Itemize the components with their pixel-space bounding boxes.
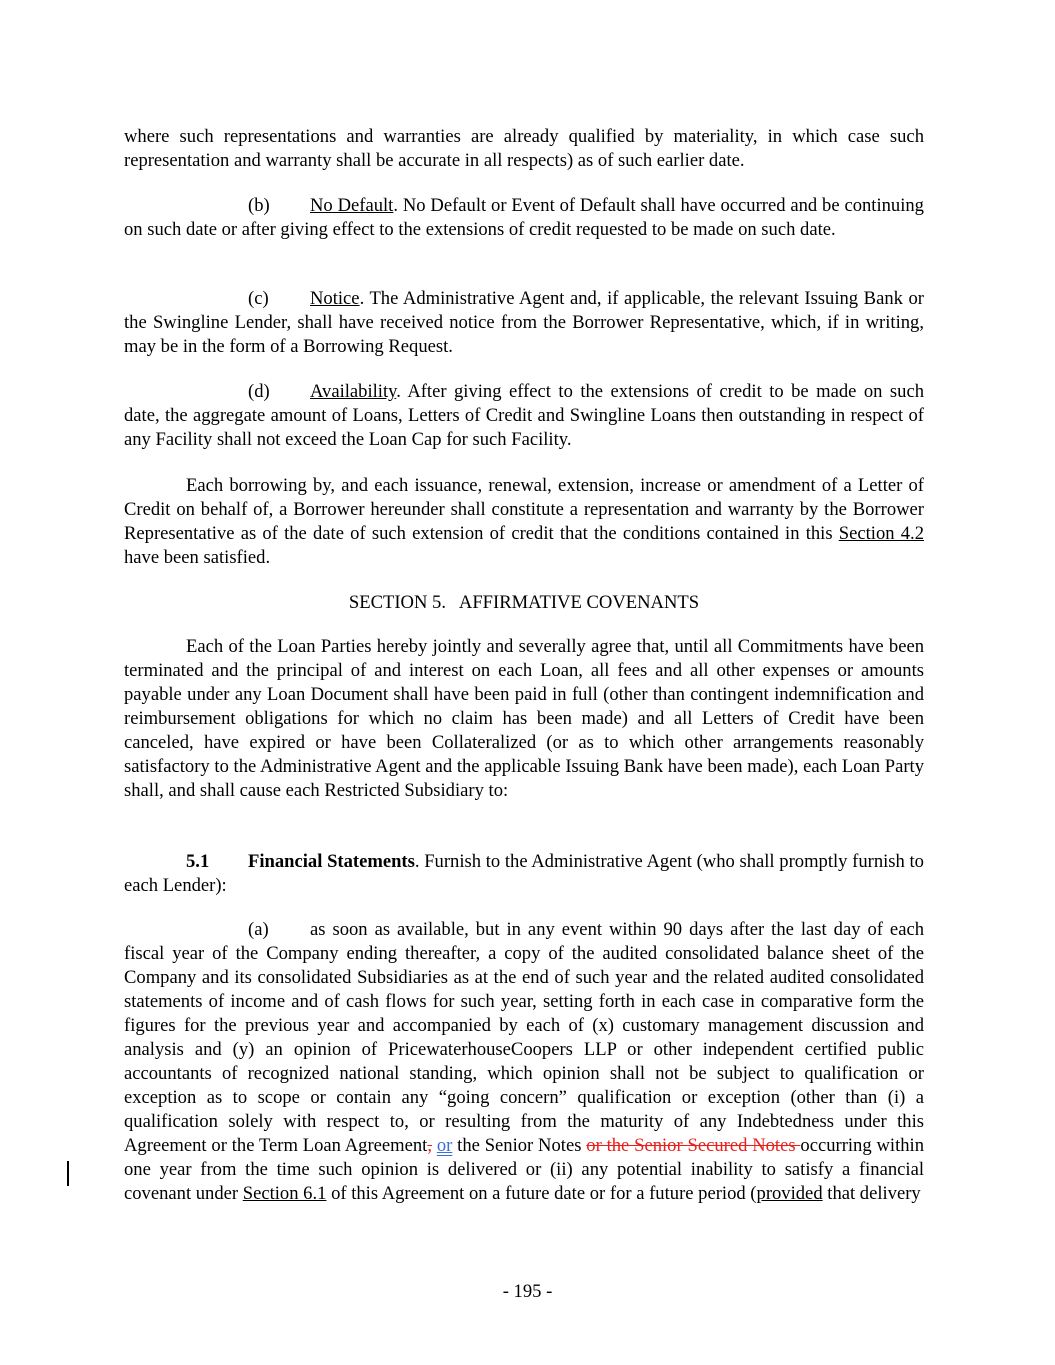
item-label: (b): [248, 195, 270, 216]
text: of this Agreement on a future date or for a future period (: [326, 1183, 757, 1204]
section-reference: Section 6.1: [242, 1183, 327, 1204]
text: as soon as available, but in any event within 90 days after the last day of each fiscal year of the Company ending thereafter, a copy of the audited consolidated balance sheet of the Company and its consolidated Subsidiaries as at the end of such year and the related audited consolidated statements of income and of cash flows for such year, setting forth in each case in comparative form the figures for the previous year and accompanied by each of (x) customary management discussion and analysis and (y) an opinion of PricewaterhouseCoopers LLP or other independent certified public accountants of recognized national standing, which opinion shall not be subject to qualification or exception as to scope or contain any “going concern” qualification or exception (other than (i) a qualification solely with respect to, or resulting from the maturity of any Indebtedness under this Agreement or the Term Loan Agreement: [124, 919, 924, 1156]
text: that delivery: [822, 1183, 921, 1204]
deleted-text: ,: [427, 1135, 432, 1156]
text: Each borrowing by, and each issuance, renewal, extension, increase or amendment of a Letter of Credit on behalf of, a Borrower hereunder shall constitute a representation and warranty by the Borrower Representative as of the date of such extension of credit that the conditions contained in this: [124, 475, 924, 544]
item-label: (a): [248, 919, 269, 940]
item-text: . After giving effect to the extensions of credit to be made on such date, the aggregate amount of Loans, Letters of Credit and Swingline Loans then outstanding in respect of any Facility shall not exceed the Loan Cap for such Facility.: [124, 381, 924, 450]
item-text: . The Administrative Agent and, if applicable, the relevant Issuing Bank or the Swingline Lender, shall have received notice from the Borrower Representative, which, if in writing, may be in the form of a Borrowing Request.: [124, 288, 924, 357]
section-title: Financial Statements: [248, 851, 415, 872]
section-heading: SECTION 5. AFFIRMATIVE COVENANTS: [348, 592, 700, 613]
paragraph-a: [124, 918, 924, 1206]
inserted-text: or: [436, 1135, 453, 1156]
item-text: . No Default or Event of Default shall have occurred and be continuing on such date or after giving effect to the extensions of credit requested to be made on such date.: [124, 195, 924, 240]
paragraph-5-1: [124, 850, 924, 898]
provided-term: provided: [756, 1183, 823, 1204]
paragraph-c: [124, 287, 924, 359]
item-heading: Notice: [310, 288, 360, 309]
paragraph-d: [124, 380, 924, 452]
text: have been satisfied.: [124, 547, 271, 568]
item-label: (c): [248, 288, 269, 309]
item-heading: No Default: [310, 195, 394, 216]
item-label: (d): [248, 381, 270, 402]
text: the Senior Notes: [452, 1135, 587, 1156]
page-number: - 195 -: [502, 1281, 553, 1302]
section-reference: Section 4.2: [838, 523, 924, 544]
item-heading: Availability: [310, 381, 397, 402]
revision-bar: [67, 1161, 69, 1186]
text: . Furnish to the Administrative Agent (who shall promptly furnish to each Lender):: [124, 851, 924, 896]
section-number: 5.1: [186, 851, 210, 872]
deleted-text: or the Senior Secured Notes: [586, 1135, 801, 1156]
paragraph-continuation: where such representations and warranties are already qualified by materiality, in which case such representation and warranty shall be accurate in all respects) as of such earlier date.: [124, 126, 924, 171]
text: occurring within one year from the time such opinion is delivered or (ii) any potential inability to satisfy a financial covenant under: [124, 1135, 924, 1204]
paragraph-each-borrowing: [124, 474, 924, 570]
paragraph-b: [124, 194, 924, 242]
paragraph-intro: Each of the Loan Parties hereby jointly and severally agree that, until all Commitments have been terminated and the principal of and interest on each Loan, all fees and all other expenses or amounts payable under any Loan Document shall have been paid in full (other than contingent indemnification and reimbursement obligations for which no claim has been made) and all Letters of Credit have been canceled, have expired or have been Collateralized (or as to which other arrangements reasonably satisfactory to the Administrative Agent and the applicable Issuing Bank have been made), each Loan Party shall, and shall cause each Restricted Subsidiary to:: [124, 636, 924, 801]
